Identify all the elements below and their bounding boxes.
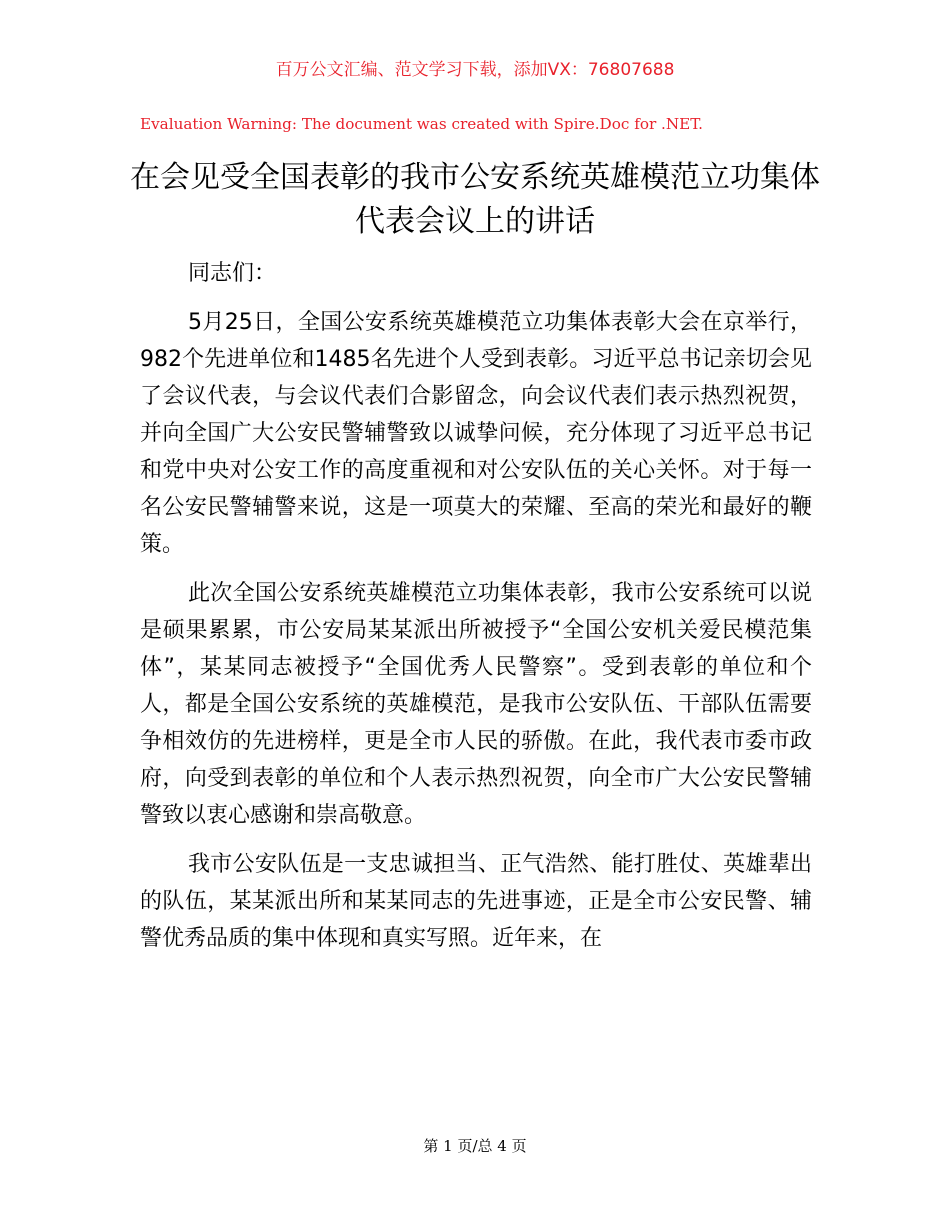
paragraph: 我市公安队伍是一支忠诚担当、正气浩然、能打胜仗、英雄辈出的队伍，某某派出所和某某同志的先进事迹，正是全市公安民警、辅警优秀品质的集中体现和真实写照。近年来，在 [140,852,812,951]
document-body [140,255,812,969]
page-number-footer: 第 1 页/总 4 页 [423,1137,527,1155]
document-title: 在会见受全国表彰的我市公安系统英雄模范立功集体代表会议上的讲话 [130,160,820,239]
paragraph: 此次全国公安系统英雄模范立功集体表彰，我市公安系统可以说是硕果累累，市公安局某某派出所被授予“全国公安机关爱民模范集体”，某某同志被授予“全国优秀人民警察”。受到表彰的单位和个人，都是全国公安系统的英雄模范，是我市公安队伍、干部队伍需要争相效仿的先进榜样，更是全市人民的骄傲。在此，我代表市委市政府，向受到表彰的单位和个人表示热烈祝贺，向全市广大公安民警辅警致以衷心感谢和崇高敬意。 [140,581,812,828]
header-ad-banner: 百万公文汇编、范文学习下载，添加VX：76807688 [275,60,675,80]
paragraph: 5月25日，全国公安系统英雄模范立功集体表彰大会在京举行，982个先进单位和1485名先进个人受到表彰。习近平总书记亲切会见了会议代表，与会议代表们合影留念，向会议代表们表示热烈祝贺，并向全国广大公安民警辅警致以诚挚问候，充分体现了习近平总书记和党中央对公安工作的高度重视和对公安队伍的关心关怀。对于每一名公安民警辅警来说，这是一项莫大的荣耀、至高的荣光和最好的鞭策。 [140,310,812,557]
evaluation-warning: Evaluation Warning: The document was created with Spire.Doc for .NET. [140,115,703,133]
paragraph-salutation: 同志们： [188,261,277,286]
